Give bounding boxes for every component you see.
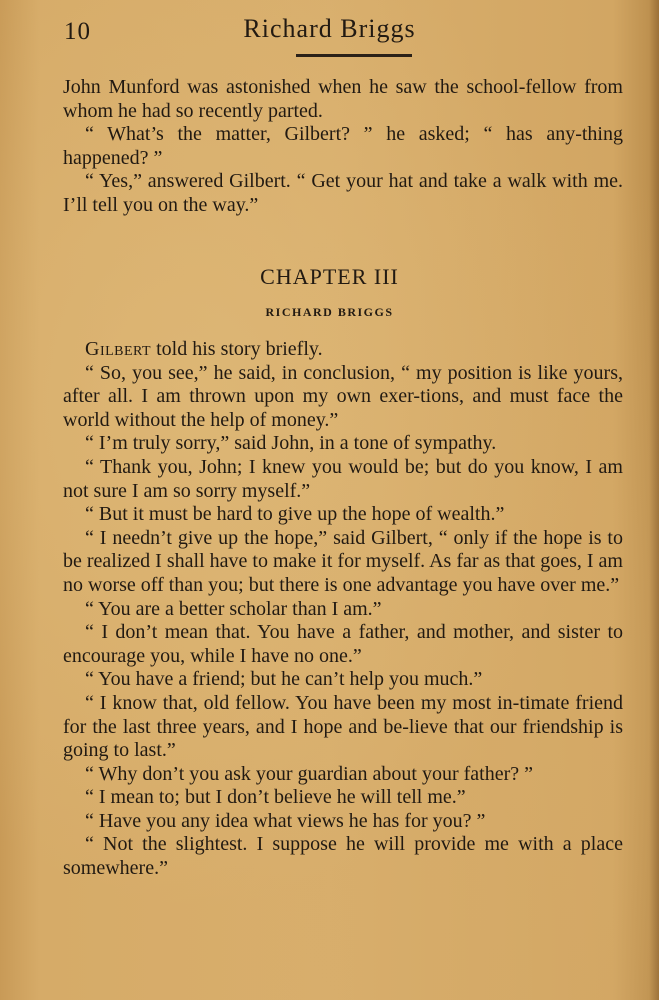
paragraph: “ So, you see,” he said, in conclusion, “ my position is like yours, after all. I am thrown upon my own exer-tions, and must face the world without the help of money.” [63,361,623,431]
chapter-body [63,338,623,881]
paragraph: “ Not the slightest. I suppose he will provide me with a place somewhere.” [63,833,623,880]
paragraph: John Munford was astonished when he saw the school-fellow from whom he had so recently parted. [63,76,623,122]
paragraph: “ Thank you, John; I knew you would be; but do you know, I am not sure I am so sorry myself.” [63,455,623,502]
paragraph: “ Why don’t you ask your guardian about your father? ” [85,762,534,785]
chapter-title: CHAPTER III [260,264,399,289]
lead-word: Gilbert [85,338,152,360]
paragraph: “ Have you any idea what views he has for you? ” [85,809,486,832]
paragraph [63,338,623,362]
page-number: 10 [64,18,91,45]
chapter-subtitle: RICHARD BRIGGS [265,305,394,319]
paragraph: “ Yes,” answered Gilbert. “ Get your hat and take a walk with me. I’ll tell you on the way.” [63,170,623,216]
paragraph: “ But it must be hard to give up the hope of wealth.” [85,503,505,526]
paragraph: “ What’s the matter, Gilbert? ” he asked; “ has any-thing happened? ” [63,123,623,169]
page-edge-shadow [649,0,659,1000]
paragraph: “ You are a better scholar than I am.” [85,597,382,620]
paragraph: “ I know that, old fellow. You have been my most in-timate friend for the last three years, and I hope and be-lieve that our friendship is going to last.” [63,691,623,762]
paragraph: “ I mean to; but I don’t believe he will tell me.” [85,786,466,809]
paragraph-text: told his story briefly. [151,338,323,360]
previous-chapter-ending [63,76,623,218]
paragraph: “ I don’t mean that. You have a father, and mother, and sister to encourage you, while I have no one.” [63,621,623,667]
paragraph: “ You have a friend; but he can’t help you much.” [85,668,483,691]
page-header [0,14,659,48]
running-title: Richard Briggs [243,14,416,43]
header-rule [296,54,412,57]
paragraph: “ I’m truly sorry,” said John, in a tone of sympathy. [85,432,497,455]
paragraph: “ I needn’t give up the hope,” said Gilbert, “ only if the hope is to be realized I shall have to make it for myself. As far as that goes, I am no worse off than you; but there is one advantage you have over me.” [63,526,623,596]
